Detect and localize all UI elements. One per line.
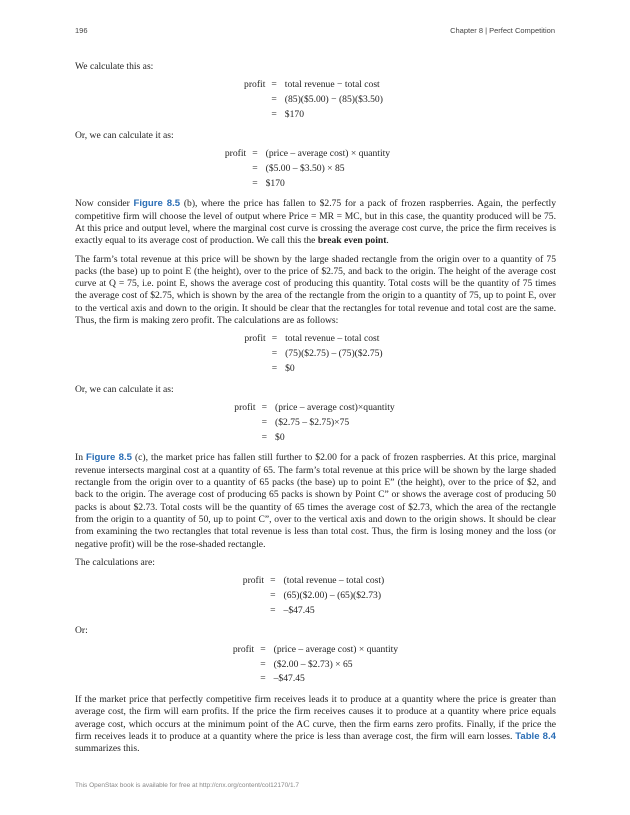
equation-line: (price – average cost) × quantity: [273, 643, 399, 655]
equation-line: total revenue − total cost: [284, 79, 380, 91]
equals-sign: =: [252, 162, 258, 174]
equation-profit-6: [233, 644, 398, 688]
figure-8-5-link[interactable]: Figure 8.5: [86, 452, 132, 464]
equals-sign: =: [271, 333, 278, 345]
equation-line: (75)($2.75) – (75)($2.75): [285, 348, 383, 360]
equation-line: (price – average cost)×quantity: [275, 402, 395, 414]
equation-lhs: profit: [242, 575, 265, 587]
equals-sign: =: [252, 147, 258, 159]
equation-line: (price – average cost) × quantity: [265, 147, 391, 159]
table-8-4-link[interactable]: Table 8.4: [515, 731, 556, 743]
paragraph-break-even: Now consider Figure 8.5 (b), where the price has fallen to $2.75 for a pack of frozen raspberries. Again, the perfectly competitive firm will choose the level of output where Price = MR = MC, but in this case, the quantity produced will be 75. At this price and output level, where the marginal cost curve is crossing the average cost curve, the price the firm receives is exactly equal to its average cost of production. We call this the break even point.: [75, 198, 556, 247]
equation-profit-3: [244, 333, 382, 377]
equation-line: $0: [285, 362, 295, 374]
page-footer: This OpenStax book is available for free at http://cnx.org/content/col12170/1.7: [75, 782, 300, 789]
equals-sign: =: [261, 431, 268, 443]
page-content: [75, 61, 556, 762]
equation-profit-1: [244, 79, 383, 123]
equals-sign: =: [271, 362, 278, 374]
paragraph-calculations-label: The calculations are:: [75, 556, 155, 568]
equation-line: ($2.00 – $2.73) × 65: [273, 658, 353, 670]
paragraph-losses: In Figure 8.5 (c), the market price has fallen still further to $2.00 for a pack of frozen raspberries. At this price, marginal revenue intersects marginal cost at a quantity of 65. The farm’s total revenue at this price will be shown by the large shaded rectangle from the origin over to a quantity of 65 packs (the base) up to point E” (the height), over to the price of $2, and back to the origin. The average cost of producing 65 packs is shown by Point C” or shows the average cost of producing 50 packs is about $2.73. Total costs will be the quantity of 65 times the average cost of $2.73, which the area of the rectangle from the origin to a quantity of 50, up to point C”, over to the vertical axis and down to the origin shows. It should be clear from examining the two rectangles that total revenue is less than total cost. Thus, the firm is losing money and the loss (or negative profit) will be the rose-shaded rectangle.: [75, 452, 556, 550]
equation-lhs: profit: [244, 333, 266, 345]
equals-sign: =: [271, 94, 277, 106]
equals-sign: =: [252, 177, 258, 189]
equals-sign: =: [261, 402, 268, 414]
equation-profit-2: [225, 148, 390, 192]
equals-sign: =: [260, 643, 266, 655]
equation-line: ($5.00 – $3.50) × 85: [265, 162, 345, 174]
equation-line: $0: [275, 431, 285, 443]
equation-line: –$47.45: [273, 673, 305, 685]
equals-sign: =: [271, 79, 277, 91]
figure-8-5-link[interactable]: Figure 8.5: [133, 198, 181, 210]
equation-profit-4: [234, 402, 394, 446]
paragraph-alt-calc: Or, we can calculate it as:: [75, 129, 174, 141]
equals-sign: =: [260, 658, 266, 670]
equation-line: (total revenue – total cost): [283, 575, 385, 587]
page-number: 196: [75, 26, 88, 35]
equals-sign: =: [270, 604, 276, 616]
equals-sign: =: [271, 108, 277, 120]
paragraph-summary: If the market price that perfectly competitive firm receives leads it to produce at a quantity where the price is greater than average cost, the firm will earn profits. If the price the firm receives causes it to produce at a quantity where price equals average cost, which occurs at the minimum point of the AC curve, then the firm earns zero profits. Finally, if the price the firm receives leads it to produce at a quantity where the price is less than average cost, the firm will earn losses. Table 8.4 summarizes this.: [75, 694, 556, 755]
equation-lhs: profit: [244, 79, 266, 91]
equals-sign: =: [270, 589, 276, 601]
equals-sign: =: [261, 416, 268, 428]
equation-line: $170: [284, 108, 304, 120]
equation-line: (65)($2.00) – (65)($2.73): [283, 589, 382, 601]
equation-line: total revenue – total cost: [285, 333, 380, 345]
term-break-even-point: break even point: [317, 235, 387, 247]
equation-lhs: profit: [224, 147, 247, 159]
equation-line: (85)($5.00) − (85)($3.50): [284, 94, 383, 106]
equation-line: ($2.75 – $2.75)×75: [275, 416, 350, 428]
paragraph-alt-calc-2: Or, we can calculate it as:: [75, 383, 174, 395]
paragraph-intro: We calculate this as:: [75, 61, 154, 72]
equation-line: –$47.45: [283, 604, 315, 616]
equation-lhs: profit: [234, 402, 256, 414]
equals-sign: =: [270, 575, 276, 587]
equals-sign: =: [271, 348, 278, 360]
equals-sign: =: [260, 673, 266, 685]
equation-lhs: profit: [232, 643, 255, 655]
equation-line: $170: [265, 177, 285, 189]
equation-profit-5: [243, 575, 384, 619]
paragraph-or: Or:: [75, 625, 88, 637]
paragraph-total-revenue: The farm’s total revenue at this price will be shown by the large shaded rectangle from the origin over to a quantity of 75 packs (the base) up to point E (the height), over to the price of $2.75, and back to the origin. The height of the average cost curve at Q = 75, i.e. point E, shows the average cost of producing this quantity. Total costs will be the quantity of 75 times the average cost of $2.75, which is shown by the area of the rectangle from the origin to a quantity of 75, up to point E, over to the vertical axis and down to the origin. It should be clear that the rectangles for total revenue and total cost are the same. Thus, the firm is making zero profit. The calculations are as follows:: [75, 253, 556, 327]
chapter-title: Chapter 8 | Perfect Competition: [450, 26, 555, 35]
